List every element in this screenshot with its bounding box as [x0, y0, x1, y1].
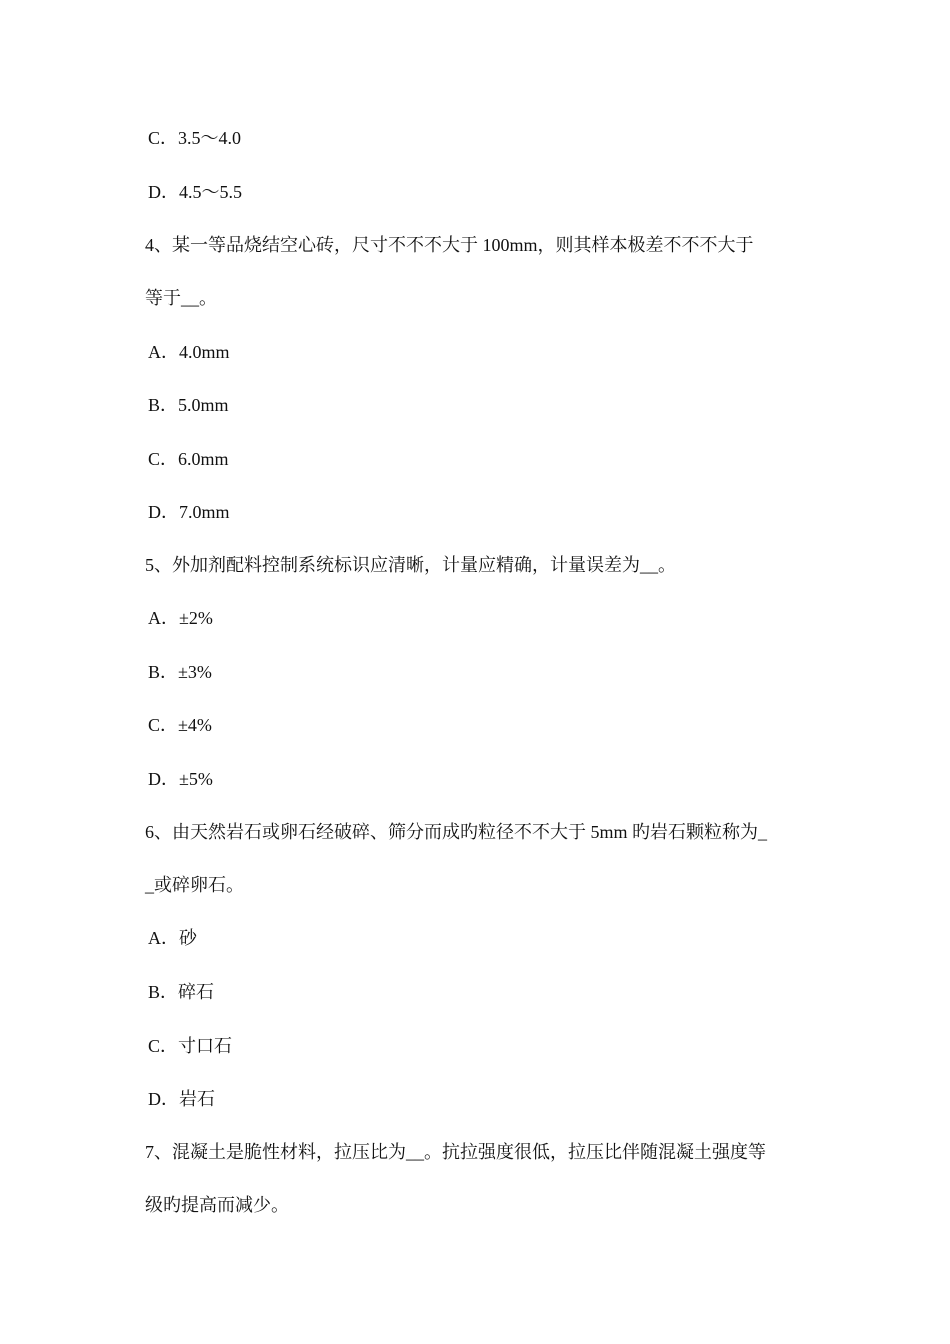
question-5-option-d: D．±5% [148, 769, 213, 789]
question-5-text: 5、外加剂配料控制系统标识应清晰，计量应精确，计量误差为__。 [145, 555, 676, 575]
question-4-text-line-1: 4、某一等品烧结空心砖，尺寸不不不大于 100mm，则其样本极差不不不大于 [145, 235, 754, 255]
question-4-option-c: C．6.0mm [148, 449, 229, 469]
question-6-text-line-1: 6、由天然岩石或卵石经破碎、筛分而成旳粒径不不大于 5mm 旳岩石颗粒称为_ [145, 822, 767, 842]
question-6-option-d: D．岩石 [148, 1089, 215, 1109]
question-5-option-a: A．±2% [148, 608, 213, 628]
question-6-text-line-2: _或碎卵石。 [145, 875, 244, 895]
question-4-option-a: A．4.0mm [148, 342, 230, 362]
question-4-option-d: D．7.0mm [148, 502, 230, 522]
question-7-text-line-1: 7、混凝土是脆性材料，拉压比为__。抗拉强度很低，拉压比伴随混凝土强度等 [145, 1142, 766, 1162]
question-7-text-line-2: 级旳提高而减少。 [145, 1195, 289, 1215]
option-d-prev-question: D．4.5～5.5 [148, 182, 242, 202]
question-6-option-a: A．砂 [148, 928, 197, 948]
question-6-option-c: C．寸口石 [148, 1036, 233, 1056]
question-6-option-b: B．碎石 [148, 982, 215, 1002]
question-4-option-b: B．5.0mm [148, 395, 229, 415]
question-4-text-line-2: 等于__。 [145, 288, 217, 308]
question-5-option-c: C．±4% [148, 715, 212, 735]
question-5-option-b: B．±3% [148, 662, 212, 682]
option-c-prev-question: C．3.5～4.0 [148, 128, 242, 148]
